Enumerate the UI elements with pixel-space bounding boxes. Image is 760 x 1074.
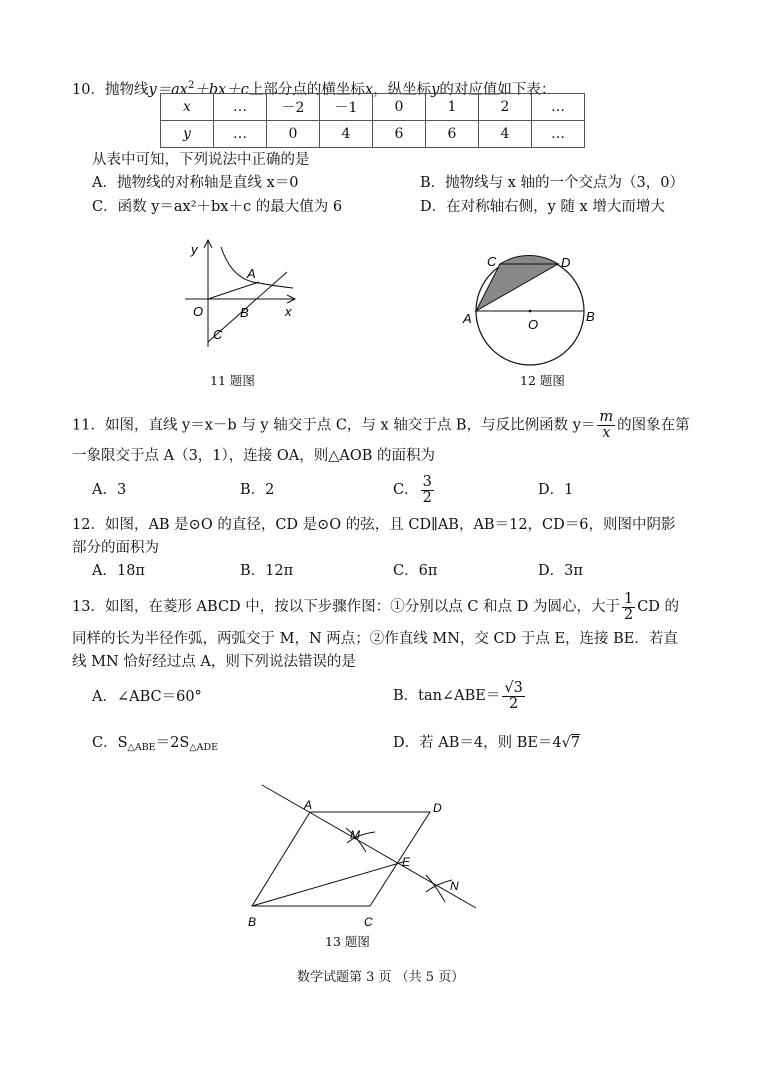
table-row-y	[161, 121, 585, 148]
fig12-label-b: B	[586, 309, 595, 324]
q13-d-root: √	[561, 735, 571, 751]
q13-option-c	[92, 733, 218, 758]
table-cell: …	[214, 121, 267, 148]
q11-c-num: 3	[422, 473, 432, 490]
q10-value-table	[160, 93, 585, 148]
q13-option-d	[393, 733, 580, 753]
fig12-shaded-segment	[500, 256, 558, 264]
table-cell: 1	[426, 94, 479, 121]
fig13-line-mn	[262, 785, 476, 908]
q12-line2: 部分的面积为	[72, 540, 159, 556]
fig12-label-d: D	[561, 255, 571, 270]
table-cell: …	[532, 94, 585, 121]
fig12-label-o: O	[528, 317, 539, 332]
q13-option-b	[393, 676, 527, 716]
q12-option-d: D．3π	[538, 563, 583, 579]
table-cell: －2	[267, 94, 320, 121]
fig11-hyperbola	[221, 247, 293, 288]
q10-stem-d: 的对应值如下表：	[439, 81, 556, 98]
figure-12	[458, 245, 608, 370]
fig13-label-n: N	[450, 879, 459, 893]
fig12-label-a: A	[463, 311, 472, 326]
fig13-caption: 13 题图	[325, 934, 370, 949]
q13-c-sub2: △ADE	[189, 742, 219, 753]
table-cell: x	[161, 94, 214, 121]
table-cell: 4	[479, 121, 532, 148]
fig13-label-e: E	[402, 855, 411, 869]
q10-func: y＝ax	[148, 81, 188, 98]
q13-c-sub1: △ABE	[127, 742, 156, 753]
table-row-x	[161, 94, 585, 121]
q11-frac-num: m	[599, 409, 614, 425]
q12-line1: 12．如图，AB 是⊙O 的直径，CD 是⊙O 的弦，且 CD∥AB，AB＝12，CD＝6，则图中阴影	[72, 517, 676, 533]
q13-line2: 同样的长为半径作弧，两弧交于 M，N 两点；②作直线 MN，交 CD 于点 E，连接 BE．若直	[72, 631, 678, 647]
fig12-label-c: C	[487, 254, 497, 269]
fig11-label-a: A	[247, 266, 256, 281]
q10-stem-a: 抛物线	[104, 81, 149, 98]
page-footer: 数学试题第 3 页 （共 5 页）	[297, 970, 465, 985]
table-cell: y	[161, 121, 214, 148]
fig13-label-m: M	[350, 828, 360, 842]
q13-b-den: 2	[508, 695, 519, 712]
q10-option-b: B．抛物线与 x 轴的一个交点为（3，0）	[420, 175, 685, 191]
table-cell: 4	[320, 121, 373, 148]
fig12-shaded-triangle	[476, 264, 558, 311]
table-cell: 6	[373, 121, 426, 148]
q11-line1-a: 11．如图，直线 y＝x－b 与 y 轴交于点 C，与 x 轴交于点 B，与反比例函数 y＝	[72, 417, 596, 434]
q11-option-b: B．2	[240, 482, 275, 498]
table-cell: …	[214, 94, 267, 121]
fig13-label-c: C	[364, 915, 373, 929]
fig11-caption: 11 题图	[210, 373, 255, 388]
q13-option-b-label: B．tan∠ABE＝	[393, 688, 501, 704]
table-cell: 6	[426, 121, 479, 148]
q11-option-c	[393, 470, 436, 510]
q10-option-d: D．在对称轴右侧，y 随 x 增大而增大	[420, 199, 665, 215]
q10-option-c: C．函数 y＝ax²＋bx＋c 的最大值为 6	[92, 199, 343, 215]
q10-func-rest: ＋bx＋c	[194, 81, 249, 98]
q13-line3: 线 MN 恰好经过点 A，则下列说法错误的是	[72, 654, 356, 670]
table-cell: 2	[479, 94, 532, 121]
q13-frac-den: 2	[623, 606, 634, 623]
fig11-label-x: x	[285, 304, 292, 319]
q12-option-b: B．12π	[240, 563, 294, 579]
q11-option-c-frac	[421, 475, 434, 506]
q13-option-a: A．∠ABC＝60°	[92, 689, 202, 705]
fig13-label-b: B	[248, 915, 257, 929]
q13-line1-b: CD 的	[637, 599, 680, 615]
q11-option-a: A．3	[92, 482, 127, 498]
table-cell: 0	[373, 94, 426, 121]
figure-11	[175, 232, 305, 362]
q13-line1-a: 13．如图，在菱形 ABCD 中，按以下步骤作图：①分别以点 C 和点 D 为圆心，大于	[72, 599, 620, 615]
fig11-segment-oa	[208, 282, 259, 299]
q11-fraction	[597, 410, 615, 441]
fig11-label-y: y	[191, 242, 198, 257]
q13-d-radicand: 7	[570, 735, 581, 751]
q10-lead: 从表中可知，下列说法中正确的是	[92, 152, 310, 168]
q10-yvar: y	[431, 81, 440, 98]
fig12-caption: 12 题图	[520, 373, 565, 388]
q13-line1	[72, 590, 679, 624]
table-cell: －1	[320, 94, 373, 121]
q11-c-den: 2	[422, 489, 432, 506]
q11-line1-b: 的图象在第	[617, 417, 690, 434]
q12-option-c: C．6π	[393, 563, 438, 579]
q10-number: 10．	[72, 81, 105, 98]
fig12-center-dot	[529, 310, 532, 313]
q10-exp: 2	[187, 80, 195, 91]
q11-option-d: D．1	[538, 482, 574, 498]
table-cell: 0	[267, 121, 320, 148]
q13-frac-num: 1	[623, 590, 634, 607]
table-cell: …	[532, 121, 585, 148]
fig13-label-d: D	[433, 801, 442, 815]
fig11-label-o: O	[193, 304, 204, 319]
q12-option-a: A．18π	[92, 563, 145, 579]
q13-c-a: C．S	[92, 735, 128, 751]
fig11-label-c: C	[213, 327, 223, 342]
fig13-label-a: A	[304, 798, 313, 812]
q10-stem-c: ，纵坐标	[373, 81, 432, 98]
q10-option-a: A．抛物线的对称轴是直线 x＝0	[92, 175, 299, 191]
q11-option-c-label: C．	[393, 482, 419, 498]
q13-b-num: √3	[504, 679, 523, 696]
q13-c-b: ＝2S	[155, 735, 190, 751]
q13-fraction	[622, 592, 635, 623]
q11-line2: 一象限交于点 A（3，1），连接 OA，则△AOB 的面积为	[72, 448, 436, 464]
q10-xvar: x	[364, 81, 374, 98]
figure-13	[240, 780, 490, 940]
q11-frac-den: x	[602, 425, 611, 441]
q10-stem-b: 上部分点的横坐标	[248, 81, 365, 98]
q13-d-a: D．若 AB＝4，则 BE＝4	[393, 735, 562, 751]
q13-option-b-frac	[502, 681, 524, 712]
q11-line1	[72, 410, 690, 441]
fig11-label-b: B	[240, 305, 249, 320]
